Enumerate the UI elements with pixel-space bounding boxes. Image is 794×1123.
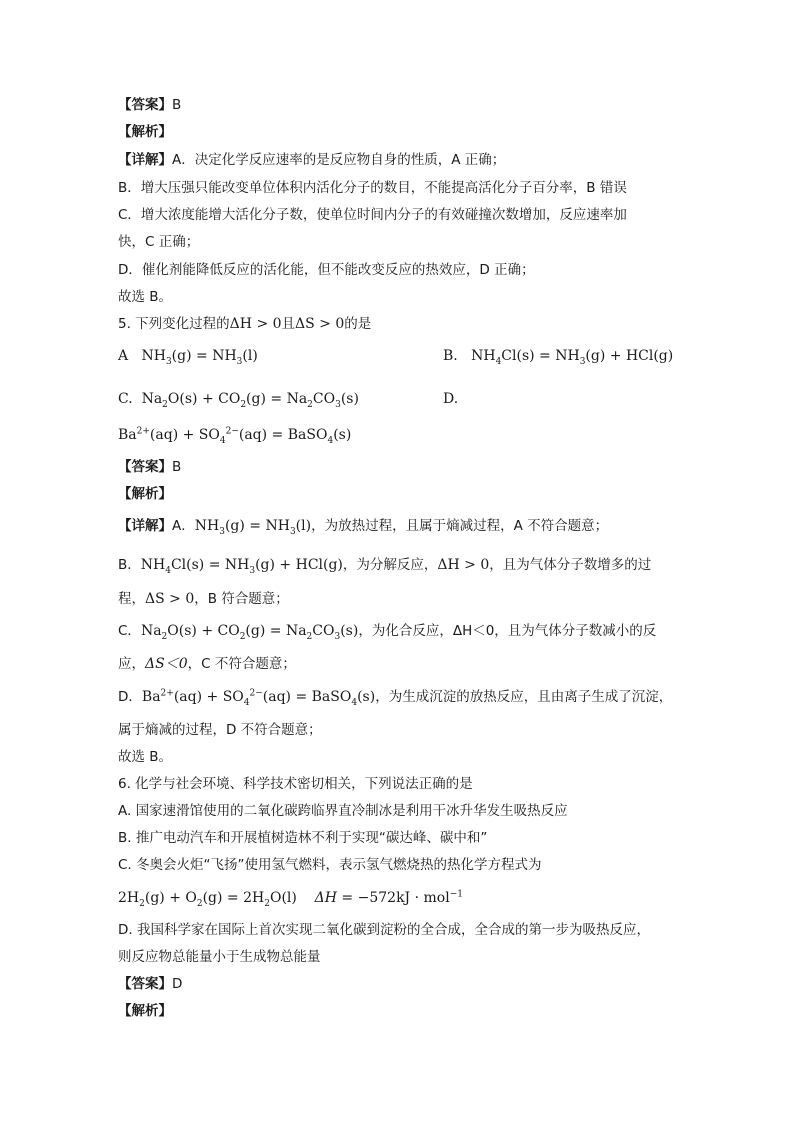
detail-d-prefix: D． (118, 689, 142, 705)
detail-tag: 【详解】 (118, 518, 172, 534)
answer-line (118, 95, 181, 115)
answer-value: B (172, 459, 182, 475)
detail-line-d1: D．$Ba^{2+}(aq) + SO_4^{2-}(aq)$ = BaSO$_4$(s)，为生成沉淀的放热反应，且由离子生成了沉淀， (118, 688, 673, 708)
stem-mid: 且 (281, 316, 296, 332)
answer-tag: 【答案】 (118, 459, 172, 475)
detail-b-prefix: B． (118, 557, 141, 573)
detail-line-a: 【详解】A．$NH_3(g) = NH_3(l)$，为放热过程，且属于熵减过程，A 不符合题意； (118, 518, 609, 537)
stem-post: 的是 (344, 316, 372, 332)
detail-tag: 【详解】 (118, 152, 172, 168)
detail-c-ds: ΔS＜0 (145, 656, 188, 672)
stem-cond-ds: ΔS > 0 (295, 316, 345, 332)
detail-line-c1: C．$Na_2O(s) + CO_2(g) = Na_2CO_3(s)$，为化合反应，ΔH＜0，且为气体分子数减小的反 (118, 623, 657, 642)
detail-d-text: ，为生成沉淀的放热反应，且由离子生成了沉淀， (375, 689, 673, 705)
option-a: A. 国家速滑馆使用的二氧化碳跨临界直冷制冰是利用干冰升华发生吸热反应 (118, 803, 568, 819)
analysis-tag: 【解析】 (118, 1003, 172, 1019)
detail-b-dh: ΔH > 0 (437, 557, 490, 573)
detail-line-b1: B．$NH_4Cl(s) = NH_3(g) + HCl(g)$，为分解反应，ΔH > 0，且为气体分子数增多的过 (118, 557, 652, 576)
detail-b-text2: ，且为气体分子数增多的过 (489, 557, 652, 573)
option-b: B. 推广电动汽车和开展植树造林不利于实现“碳达峰、碳中和” (118, 830, 488, 846)
detail-b-text1: ，为分解反应， (342, 557, 438, 573)
answer-line (118, 974, 182, 994)
option-c-label: C. (118, 391, 133, 407)
detail-line-b: B．增大压强只能改变单位体积内活化分子的数目，不能提高活化分子百分率，B 错误 (118, 180, 627, 196)
answer-tag: 【答案】 (118, 976, 172, 992)
option-c: C. 冬奥会火炬“飞扬”使用氢气燃料，表示氢气燃烧热的热化学方程式为 (118, 857, 542, 873)
answer-value: D (172, 976, 183, 992)
answer-line (118, 457, 181, 477)
option-d-line2: 则反应物总能量小于生成物总能量 (118, 949, 321, 965)
conclusion: 故选 B。 (118, 749, 173, 765)
analysis-tag: 【解析】 (118, 486, 172, 502)
option-a-label: A (118, 348, 129, 364)
detail-a-text: A．决定化学反应速率的是反应物自身的性质，A 正确； (172, 152, 506, 168)
stem-cond-dh: ΔH > 0 (229, 316, 282, 332)
option-d-label: D. (443, 391, 459, 407)
detail-a-prefix: A． (172, 518, 195, 534)
detail-c-line2-pre: 应， (118, 656, 145, 672)
stem-pre: 5. 下列变化过程的 (118, 316, 230, 332)
detail-line-c2: 快，C 正确； (118, 234, 200, 250)
detail-line-b2 (118, 589, 289, 609)
detail-a-text: ，为放热过程，且属于熵减过程，A 不符合题意； (311, 518, 609, 534)
detail-c-prefix: C． (118, 623, 141, 639)
detail-line-d: D．催化剂能降低反应的活化能，但不能改变反应的热效应，D 正确； (118, 262, 535, 278)
detail-line-a (118, 150, 505, 170)
option-a: A $NH_3(g) = NH_3(l)$ (118, 348, 258, 367)
detail-b-line2-post: ，B 符合题意； (194, 591, 289, 607)
answer-tag: 【答案】 (118, 97, 172, 113)
option-d-equation: $Ba^{2+}(aq) + SO_4^{2-}(aq)$ = BaSO$_4$(s) (118, 426, 352, 446)
analysis-tag: 【解析】 (118, 124, 172, 140)
option-b: B. $NH_4Cl(s) = NH_3(g) + HCl(g)$ (443, 348, 674, 367)
detail-c-line2-post: ，C 不符合题意； (187, 656, 296, 672)
conclusion: 故选 B。 (118, 289, 173, 305)
detail-line-c1: C．增大浓度能增大活化分子数，使单位时间内分子的有效碰撞次数增加，反应速率加 (118, 207, 627, 223)
option-b-label: B. (443, 348, 458, 364)
detail-line-c2 (118, 654, 296, 674)
question-5-stem (118, 314, 371, 334)
detail-b-line2-pre: 程， (118, 591, 145, 607)
option-c: C. $Na_2O(s) + CO_2(g) = Na_2CO_3(s)$ (118, 391, 359, 410)
question-6-stem: 6. 化学与社会环境、科学技术密切相关，下列说法正确的是 (118, 776, 473, 792)
answer-value: B (172, 97, 182, 113)
option-d-line1: D. 我国科学家在国际上首次实现二氧化碳到淀粉的全合成，全合成的第一步为吸热反应， (118, 922, 650, 938)
option-c-equation: $2H_2(g) + O_2(g) = 2H_2O(l)$ ΔH = −572kJ · mol$^{-1}$ (118, 889, 463, 909)
detail-b-ds: ΔS > 0 (145, 591, 195, 607)
detail-line-d2: 属于熵减的过程，D 不符合题意； (118, 722, 322, 738)
detail-c-text: ，为化合反应，ΔH＜0，且为气体分子数减小的反 (358, 623, 657, 639)
